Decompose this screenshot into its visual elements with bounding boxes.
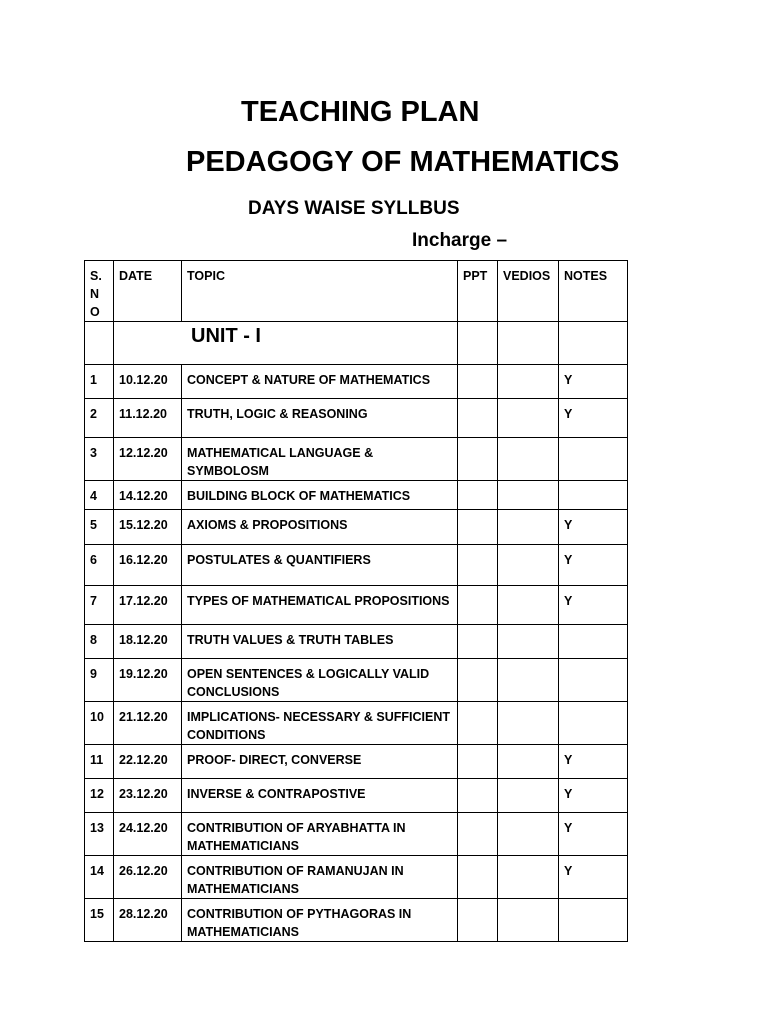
row-notes	[559, 659, 628, 702]
row-sno: 8	[85, 625, 114, 659]
header-ppt: PPT	[458, 261, 498, 322]
row-sno: 6	[85, 545, 114, 586]
row-videos	[498, 365, 559, 399]
table-row	[85, 659, 628, 702]
table-row	[85, 510, 628, 545]
row-sno: 13	[85, 813, 114, 856]
syllabus-subtitle: DAYS WAISE SYLLBUS	[248, 198, 460, 219]
row-sno: 14	[85, 856, 114, 899]
row-notes	[559, 702, 628, 745]
row-ppt	[458, 545, 498, 586]
row-date: 11.12.20	[114, 399, 182, 438]
row-sno: 2	[85, 399, 114, 438]
row-ppt	[458, 856, 498, 899]
row-notes: Y	[559, 779, 628, 813]
row-date: 10.12.20	[114, 365, 182, 399]
header-sno-line: O	[90, 305, 100, 319]
row-notes: Y	[559, 586, 628, 625]
row-date: 12.12.20	[114, 438, 182, 481]
table-row	[85, 702, 628, 745]
row-ppt	[458, 813, 498, 856]
row-videos	[498, 510, 559, 545]
incharge-label: Incharge –	[412, 230, 508, 251]
row-topic: TRUTH VALUES & TRUTH TABLES	[182, 625, 458, 659]
row-videos	[498, 745, 559, 779]
row-videos	[498, 586, 559, 625]
row-sno: 7	[85, 586, 114, 625]
row-notes: Y	[559, 399, 628, 438]
row-ppt	[458, 899, 498, 942]
row-sno: 10	[85, 702, 114, 745]
row-date: 22.12.20	[114, 745, 182, 779]
row-topic: AXIOMS & PROPOSITIONS	[182, 510, 458, 545]
row-videos	[498, 899, 559, 942]
row-ppt	[458, 702, 498, 745]
unit-row	[85, 322, 628, 365]
row-topic: CONCEPT & NATURE OF MATHEMATICS	[182, 365, 458, 399]
row-notes: Y	[559, 856, 628, 899]
row-topic: INVERSE & CONTRAPOSTIVE	[182, 779, 458, 813]
row-ppt	[458, 779, 498, 813]
header-sno-line: N	[90, 287, 100, 301]
row-videos	[498, 399, 559, 438]
row-sno: 4	[85, 481, 114, 510]
row-topic: POSTULATES & QUANTIFIERS	[182, 545, 458, 586]
row-sno: 9	[85, 659, 114, 702]
row-date: 15.12.20	[114, 510, 182, 545]
row-videos	[498, 702, 559, 745]
header-notes: NOTES	[559, 261, 628, 322]
row-ppt	[458, 365, 498, 399]
table-row	[85, 481, 628, 510]
table-row	[85, 856, 628, 899]
row-notes	[559, 899, 628, 942]
row-sno: 15	[85, 899, 114, 942]
row-date: 18.12.20	[114, 625, 182, 659]
header-topic: TOPIC	[182, 261, 458, 322]
row-topic: CONTRIBUTION OF ARYABHATTA IN MATHEMATICIANS	[182, 813, 458, 856]
row-notes: Y	[559, 745, 628, 779]
row-videos	[498, 779, 559, 813]
row-topic: CONTRIBUTION OF PYTHAGORAS IN MATHEMATICIANS	[182, 899, 458, 942]
table-row	[85, 813, 628, 856]
row-notes: Y	[559, 545, 628, 586]
row-ppt	[458, 745, 498, 779]
row-date: 17.12.20	[114, 586, 182, 625]
row-sno: 11	[85, 745, 114, 779]
table-row	[85, 586, 628, 625]
row-date: 23.12.20	[114, 779, 182, 813]
row-ppt	[458, 481, 498, 510]
teaching-plan-table	[84, 260, 628, 942]
row-ppt	[458, 438, 498, 481]
row-videos	[498, 856, 559, 899]
row-date: 16.12.20	[114, 545, 182, 586]
row-topic: TYPES OF MATHEMATICAL PROPOSITIONS	[182, 586, 458, 625]
table-row	[85, 779, 628, 813]
header-sno	[85, 261, 114, 322]
unit-title: UNIT - I	[191, 325, 261, 347]
table-row	[85, 438, 628, 481]
row-notes	[559, 438, 628, 481]
row-sno: 1	[85, 365, 114, 399]
row-ppt	[458, 659, 498, 702]
row-videos	[498, 625, 559, 659]
row-notes: Y	[559, 365, 628, 399]
row-videos	[498, 481, 559, 510]
header-videos: VEDIOS	[498, 261, 559, 322]
row-topic: IMPLICATIONS- NECESSARY & SUFFICIENT CONDITIONS	[182, 702, 458, 745]
row-videos	[498, 659, 559, 702]
subject-title: PEDAGOGY OF MATHEMATICS	[186, 146, 620, 178]
table-row	[85, 399, 628, 438]
row-date: 14.12.20	[114, 481, 182, 510]
row-notes: Y	[559, 510, 628, 545]
row-date: 19.12.20	[114, 659, 182, 702]
table-row	[85, 625, 628, 659]
row-videos	[498, 438, 559, 481]
row-topic: TRUTH, LOGIC & REASONING	[182, 399, 458, 438]
table-header-row	[85, 261, 628, 322]
row-topic: PROOF- DIRECT, CONVERSE	[182, 745, 458, 779]
page-title: TEACHING PLAN	[241, 96, 480, 128]
row-ppt	[458, 399, 498, 438]
table-row	[85, 545, 628, 586]
table-row	[85, 745, 628, 779]
row-date: 21.12.20	[114, 702, 182, 745]
row-ppt	[458, 625, 498, 659]
row-topic: OPEN SENTENCES & LOGICALLY VALID CONCLUSIONS	[182, 659, 458, 702]
row-ppt	[458, 586, 498, 625]
row-date: 26.12.20	[114, 856, 182, 899]
row-videos	[498, 813, 559, 856]
header-date: DATE	[114, 261, 182, 322]
row-videos	[498, 545, 559, 586]
row-notes	[559, 481, 628, 510]
row-sno: 3	[85, 438, 114, 481]
row-notes: Y	[559, 813, 628, 856]
row-topic: BUILDING BLOCK OF MATHEMATICS	[182, 481, 458, 510]
row-notes	[559, 625, 628, 659]
row-date: 24.12.20	[114, 813, 182, 856]
row-ppt	[458, 510, 498, 545]
table-row	[85, 899, 628, 942]
row-date: 28.12.20	[114, 899, 182, 942]
row-sno: 12	[85, 779, 114, 813]
table-row	[85, 365, 628, 399]
header-sno-line: S.	[90, 269, 102, 283]
row-sno: 5	[85, 510, 114, 545]
row-topic: MATHEMATICAL LANGUAGE & SYMBOLOSM	[182, 438, 458, 481]
row-topic: CONTRIBUTION OF RAMANUJAN IN MATHEMATICIANS	[182, 856, 458, 899]
